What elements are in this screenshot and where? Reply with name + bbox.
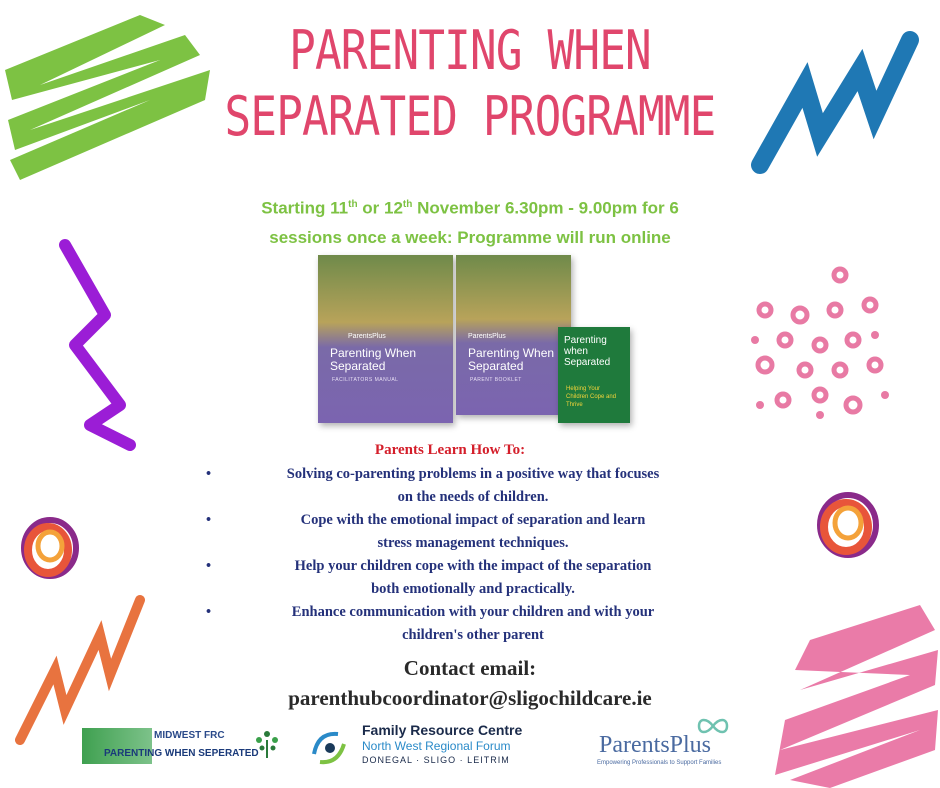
frc-line-3: DONEGAL · SLIGO · LEITRIM (362, 755, 510, 765)
midwest-line-2: PARENTING WHEN SEPERATED (104, 748, 259, 759)
schedule-part: Starting 11 (261, 198, 349, 218)
list-item: • Cope with the emotional impact of separation and learn stress management techniques. (200, 509, 720, 555)
midwest-line-1: MIDWEST FRC (154, 730, 225, 741)
orange-circle-logo-left (15, 510, 85, 585)
list-item: • Help your children cope with the impact of the separation both emotionally and practically. (200, 555, 720, 601)
ordinal-suffix: th (402, 199, 413, 210)
frc-line-2: North West Regional Forum (362, 739, 511, 753)
parentsplus-name: ParentsPlus (599, 732, 712, 758)
list-item: • Solving co-parenting problems in a positive way that focuses on the needs of children. (200, 463, 720, 509)
pink-dots-pattern (745, 265, 895, 425)
frc-line-1: Family Resource Centre (362, 722, 523, 738)
pink-paint-splash (770, 600, 940, 788)
book-subtitle: PARENT BOOKLET (470, 377, 522, 383)
contact-email: parenthubcoordinator@sligochildcare.ie (288, 686, 652, 710)
bullet-icon: • (206, 558, 212, 574)
blue-zigzag (750, 25, 930, 185)
ordinal-suffix: th (348, 199, 358, 210)
contact-label: Contact email: (403, 656, 537, 680)
facilitator-manual-cover (318, 255, 453, 423)
schedule-text (160, 190, 780, 252)
schedule-part: or 12 (357, 198, 403, 218)
midwest-frc-logo (82, 728, 282, 764)
book-brand: ParentsPlus (468, 333, 506, 340)
orange-zigzag (10, 590, 150, 750)
parentsplus-logo (595, 718, 745, 770)
bullet-icon: • (206, 604, 212, 620)
list-item: • Enhance communication with your children and with your children's other parent (200, 601, 720, 647)
bullet-icon: • (206, 512, 212, 528)
learn-heading: Parents Learn How To: (374, 442, 526, 458)
parentsplus-tagline: Empowering Professionals to Support Families (597, 760, 722, 766)
book-covers-image (318, 255, 630, 425)
bullet-icon: • (206, 466, 212, 482)
book-title: Parenting When Separated (330, 346, 417, 373)
purple-zigzag (50, 235, 150, 455)
orange-circle-logo-right (808, 485, 888, 565)
book-title: Parenting When Separated (468, 346, 555, 373)
page-title (208, 18, 733, 150)
parent-booklet-cover (456, 255, 571, 415)
green-paint-splash (0, 0, 220, 200)
small-book-title: Parenting when Separated (564, 335, 611, 368)
book-brand: ParentsPlus (348, 333, 386, 340)
small-book-subtitle: Helping Your Children Cope and Thrive (566, 386, 617, 408)
book-subtitle: FACILITATORS MANUAL (332, 377, 399, 383)
family-resource-centre-logo (308, 720, 538, 770)
title-line-1: PARENTING WHEN (289, 19, 651, 82)
tree-icon (254, 728, 280, 758)
title-line-2: SEPARATED PROGRAMME (224, 85, 716, 148)
learning-list (200, 463, 720, 647)
schedule-line-2: sessions once a week: Programme will run online (269, 227, 671, 247)
schedule-part: November 6.30pm - 9.00pm for 6 (412, 198, 679, 218)
small-book-cover (558, 327, 630, 423)
frc-swirl-icon (308, 724, 352, 768)
